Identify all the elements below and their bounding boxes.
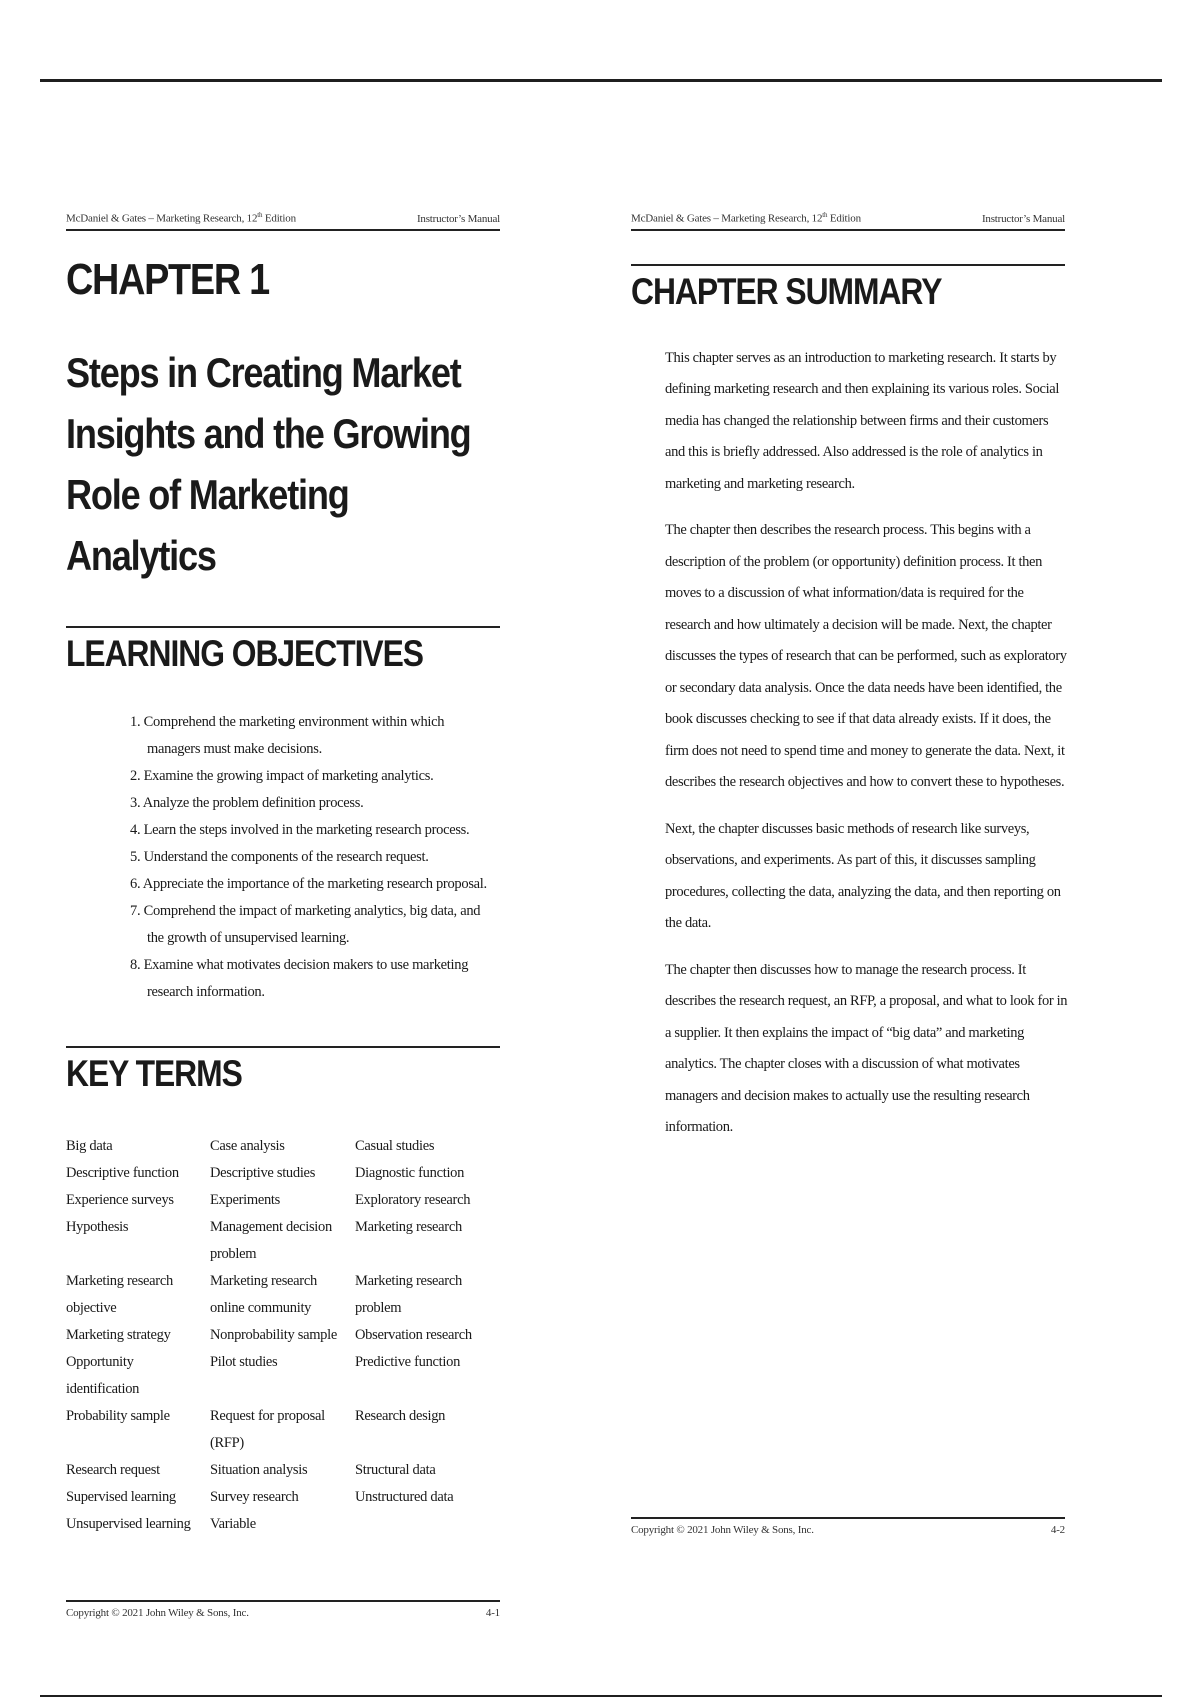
key-term: Request for proposal (RFP) [210, 1407, 325, 1451]
list-item: 2. Examine the growing impact of marketing analytics. [130, 768, 434, 785]
footer-copyright: Copyright © 2021 John Wiley & Sons, Inc. [631, 1524, 814, 1536]
frame-bottom-rule [40, 1695, 1162, 1697]
key-term: Variable [210, 1515, 256, 1532]
page-left [66, 205, 500, 1619]
section-rule [66, 626, 500, 628]
key-term: Marketing research problem [355, 1272, 462, 1316]
learning-objectives-list [66, 709, 500, 1006]
running-header [631, 205, 1065, 231]
key-term: Marketing research objective [66, 1272, 173, 1316]
frame-top-rule [40, 79, 1162, 82]
list-item: 7. Comprehend the impact of marketing analytics, big data, and the growth of unsupervised learning. [130, 903, 481, 947]
key-term: Survey research [210, 1488, 299, 1505]
key-term: Descriptive studies [210, 1164, 316, 1181]
chapter-summary-body [631, 343, 1068, 1144]
list-item: 3. Analyze the problem definition process. [130, 795, 364, 812]
chapter-summary-heading: CHAPTER SUMMARY [631, 271, 942, 312]
chapter-number: CHAPTER 1 [66, 255, 269, 304]
footer-page-number: 4-2 [1050, 1524, 1065, 1536]
key-term: Exploratory research [355, 1191, 471, 1208]
key-term: Predictive function [355, 1353, 461, 1370]
key-term: Probability sample [66, 1407, 170, 1424]
key-term: Casual studies [355, 1137, 435, 1154]
key-term: Descriptive function [66, 1164, 179, 1181]
list-item: 8. Examine what motivates decision makers to use marketing research information. [130, 957, 469, 1001]
key-term: Research design [355, 1407, 446, 1424]
footer-page-number: 4-1 [485, 1606, 500, 1619]
key-term: Supervised learning [66, 1488, 176, 1505]
key-term: Nonprobability sample [210, 1326, 337, 1343]
footer-copyright: Copyright © 2021 John Wiley & Sons, Inc. [66, 1606, 249, 1619]
list-item: 1. Comprehend the marketing environment within which managers must make decisions. [130, 714, 445, 758]
key-term: Structural data [355, 1461, 436, 1478]
key-terms-heading: KEY TERMS [66, 1053, 242, 1095]
list-item: 4. Learn the steps involved in the marketing research process. [130, 822, 470, 839]
key-term: Research request [66, 1461, 160, 1478]
running-footer [631, 1517, 1065, 1536]
summary-paragraph: The chapter then describes the research process. This begins with a description of the problem (or opportunity) definition process. It then moves to a discussion of what information/data is required for the research and how ultimately a decision will be made. Next, the chapter discusses the types of research that can be performed, such as exploratory or secondary data analysis. Once the data needs have been identified, the book discusses checking to see if that data already exists. If it does, the firm does not need to spend time and money to generate the data. Next, it describes the research objectives and how to convert these to hypotheses. [665, 522, 1067, 791]
key-term: Case analysis [210, 1137, 285, 1154]
section-rule [631, 264, 1065, 266]
key-term: Unsupervised learning [66, 1515, 191, 1532]
key-term: Big data [66, 1137, 113, 1154]
key-term: Hypothesis [66, 1218, 129, 1235]
key-term: Marketing research [355, 1218, 462, 1235]
key-term: Experience surveys [66, 1191, 174, 1208]
chapter-title: Steps in Creating Market Insights and the Growing Role of Marketing Analytics [66, 349, 471, 580]
page-right [631, 205, 1068, 1536]
key-term: Marketing strategy [66, 1326, 171, 1343]
list-item: 6. Appreciate the importance of the marketing research proposal. [130, 876, 487, 893]
key-term: Situation analysis [210, 1461, 308, 1478]
learning-objectives-heading: LEARNING OBJECTIVES [66, 633, 423, 675]
key-term: Management decision problem [210, 1218, 332, 1262]
header-manual-label: Instructor’s Manual [981, 213, 1065, 225]
key-term: Marketing research online community [210, 1272, 317, 1316]
list-item: 5. Understand the components of the research request. [130, 849, 429, 866]
summary-paragraph: The chapter then discusses how to manage the research process. It describes the research request, an RFP, a proposal, and what to look for in a supplier. It then explains the impact of “big data” and marketing analytics. The chapter closes with a discussion of what motivates managers and decision makes to actually use the resulting research information. [665, 961, 1068, 1136]
header-manual-label: Instructor’s Manual [416, 213, 500, 225]
running-header [66, 205, 500, 231]
key-term: Observation research [355, 1326, 472, 1343]
key-term: Pilot studies [210, 1353, 278, 1370]
key-term: Unstructured data [355, 1488, 454, 1505]
key-term: Opportunity identification [66, 1353, 140, 1397]
key-term: Experiments [210, 1191, 280, 1208]
header-book-title: McDaniel & Gates – Marketing Research, 12th Edition [631, 211, 861, 225]
summary-paragraph: This chapter serves as an introduction to marketing research. It starts by defining marketing research and then explaining its various roles. Social media has changed the relationship between firms and their customers and this is briefly addressed. Also addressed is the role of analytics in marketing and marketing research. [665, 349, 1060, 492]
key-term: Diagnostic function [355, 1164, 465, 1181]
key-terms-grid [66, 1133, 500, 1538]
section-rule [66, 1046, 500, 1048]
header-book-title: McDaniel & Gates – Marketing Research, 12th Edition [66, 211, 296, 225]
running-footer [66, 1600, 500, 1619]
summary-paragraph: Next, the chapter discusses basic methods of research like surveys, observations, and experiments. As part of this, it discusses sampling procedures, collecting the data, analyzing the data, and then reporting on the data. [665, 820, 1061, 932]
